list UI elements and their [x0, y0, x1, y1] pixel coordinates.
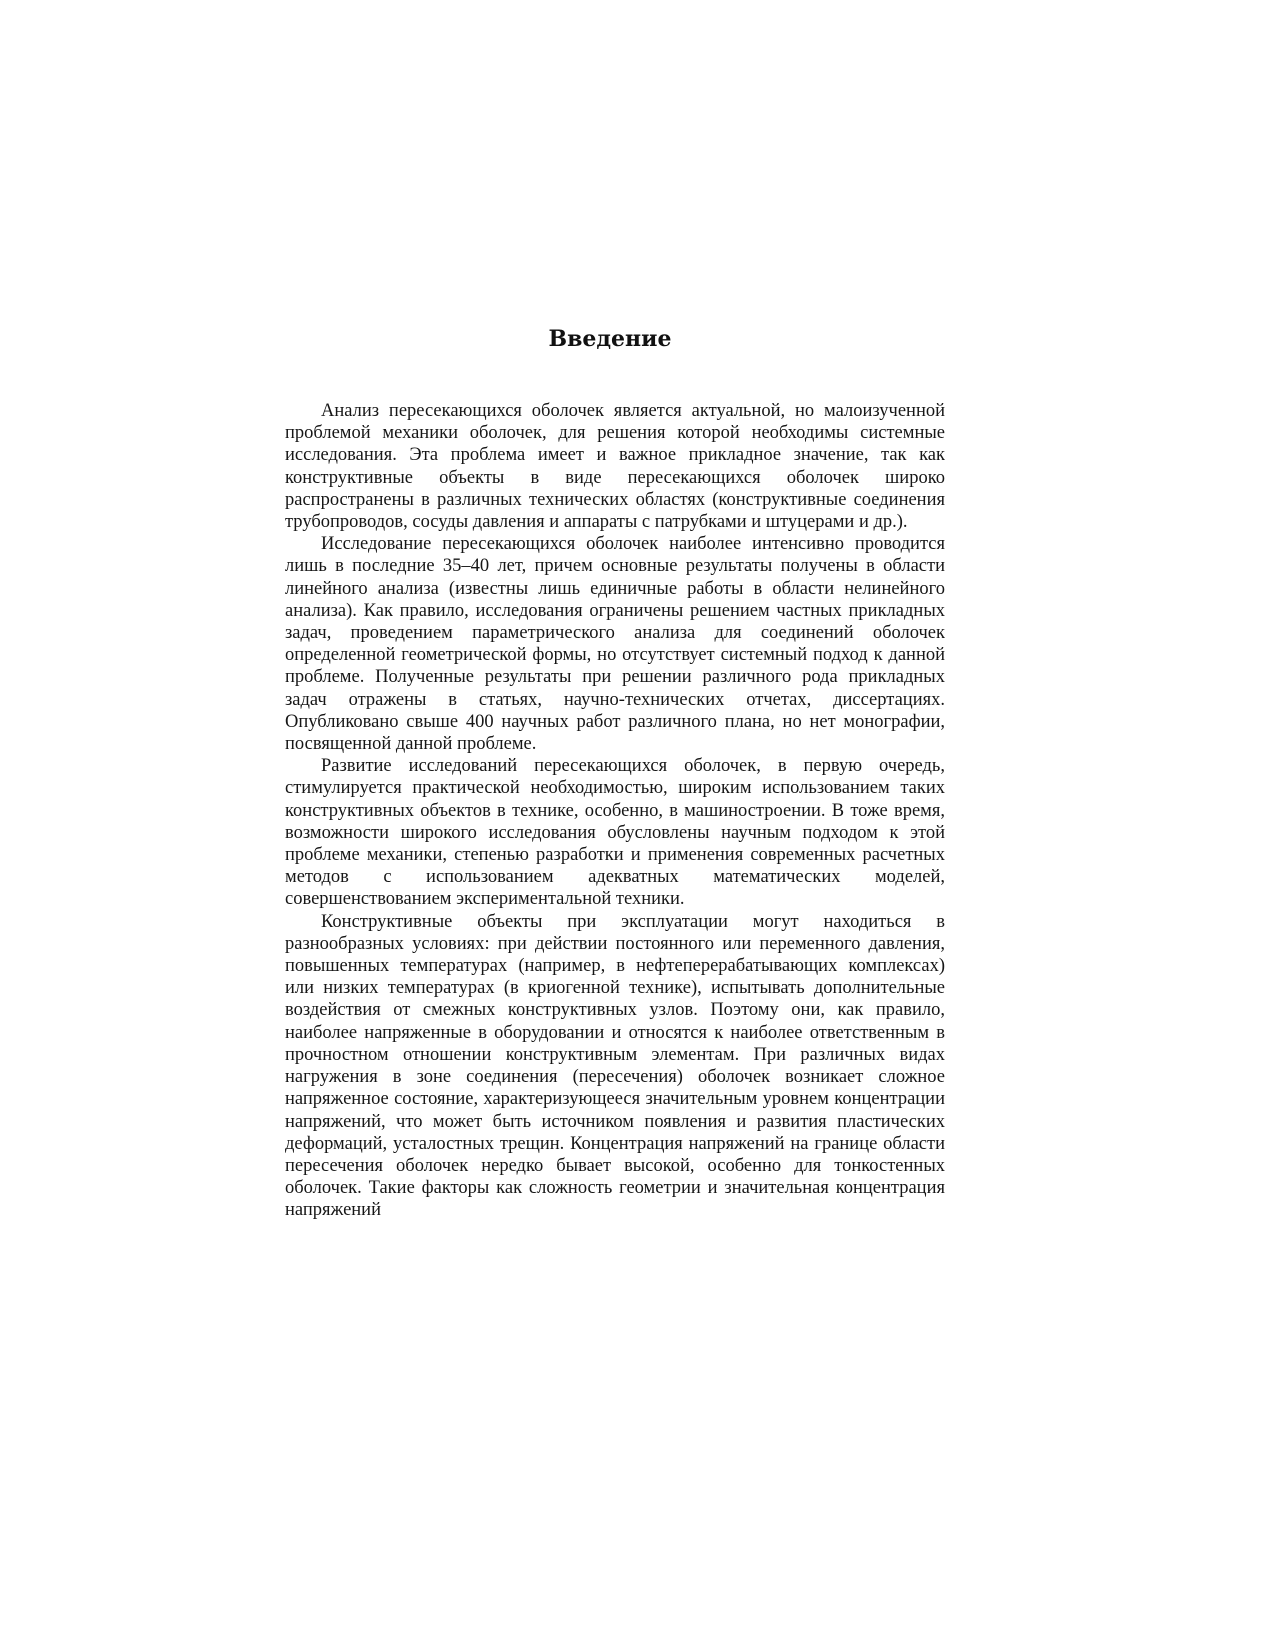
body-text — [285, 400, 945, 1222]
paragraph-2: Исследование пересекающихся оболочек наиболее интенсивно проводится лишь в последние 35–40 лет, причем основные результаты получены в области линейного анализа (известны лишь единичные работы в области нелинейного анализа). Как правило, исследования ограничены решением частных прикладных задач, проведением параметрического анализа для соединений оболочек определенной геометрической формы, но отсутствует системный подход к данной проблеме. Полученные результаты при решении различного рода прикладных задач отражены в статьях, научно-технических отчетах, диссертациях. Опубликовано свыше 400 научных работ различного плана, но нет монографии, посвященной данной проблеме. — [285, 534, 945, 755]
paragraph-3: Развитие исследований пересекающихся оболочек, в первую очередь, стимулируется практической необходимостью, широким использованием таких конструктивных объектов в технике, особенно, в машиностроении. В тоже время, возможности широкого исследования обусловлены научным подходом к этой проблеме механики, степенью разработки и применения современных расчетных методов с использованием адекватных математических моделей, совершенствованием экспериментальной техники. — [285, 756, 945, 910]
chapter-title: Введение — [548, 326, 672, 352]
paragraph-4: Конструктивные объекты при эксплуатации могут находиться в разнообразных условиях: при действии постоянного или переменного давления, повышенных температурах (например, в нефтеперерабатывающих комплексах) или низких температурах (в криогенной технике), испытывать дополнительные воздействия от смежных конструктивных узлов. Поэтому они, как правило, наиболее напряженные в оборудовании и относятся к наиболее ответственным в прочностном отношении конструктивным элементам. При различных видах нагружения в зоне соединения (пересечения) оболочек возникает сложное напряженное состояние, характеризующееся значительным уровнем концентрации напряжений, что может быть источником появления и развития пластических деформаций, усталостных трещин. Концентрация напряжений на границе области пересечения оболочек нередко бывает высокой, особенно для тонкостенных оболочек. Такие факторы как сложность геометрии и значительная концентрация напряжений — [285, 911, 945, 1221]
paragraph-1: Анализ пересекающихся оболочек является актуальной, но малоизученной проблемой механики оболочек, для решения которой необходимы системные исследования. Эта проблема имеет и важное прикладное значение, так как конструктивные объекты в виде пересекающихся оболочек широко распространены в различных технических областях (конструктивные соединения трубопроводов, сосуды давления и аппараты с патрубками и штуцерами и др.). — [285, 401, 945, 533]
